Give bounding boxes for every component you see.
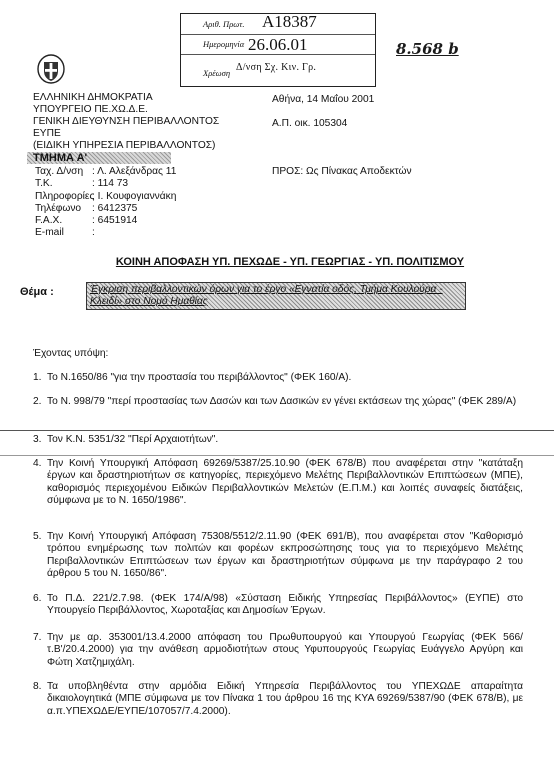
considering-heading: Έχοντας υπόψη: (33, 348, 109, 359)
scan-artifact-line (0, 430, 554, 431)
header-line: (ΕΙΔΙΚΗ ΥΠΗΡΕΣΙΑ ΠΕΡΙΒΑΛΛΟΝΤΟΣ) (33, 140, 216, 151)
list-item-number: 6. (33, 593, 42, 604)
handwritten-corner-note: 8.568 b (396, 40, 459, 58)
list-item-number: 4. (33, 458, 42, 469)
list-item-text: Το Ν. 998/79 "περί προστασίας των Δασών και των Δασικών εν γένει εκτάσεων της χώρας" (ΦΕΚ 289/Α) (47, 396, 517, 407)
list-item-number: 2. (33, 396, 42, 407)
subject-text: Έγκριση περιβαλλοντικών όρων για το έργο «Εγνατία οδός, Τμήμα Κουλούρα - Κλειδί» στο Νομό Ημαθίας (90, 284, 443, 307)
stamp-label-assignment: Χρέωση (203, 68, 231, 78)
department-label: ΤΜΗΜΑ Α' (27, 152, 171, 164)
contact-key: Τ.Κ. (35, 178, 53, 190)
list-item-text: Την με αρ. 353001/13.4.2000 απόφαση του Πρωθυπουργού και Υπουργού Γεωργίας (ΦΕΚ 566/τ.Β'/20.4.2000) για την ανάθεση αρμοδιοτήτων στους Υφυπουργούς Γεωργίας Ευάγγελο Αργύρη και Φώτη Χατζημιχάλη. (47, 632, 523, 668)
list-item-number: 5. (33, 531, 42, 542)
contact-value: : (92, 227, 95, 239)
header-line: ΓΕΝΙΚΗ ΔΙΕΥΘΥΝΣΗ ΠΕΡΙΒΑΛΛΟΝΤΟΣ (33, 116, 220, 127)
contact-key: Ταχ. Δ/νση (35, 166, 84, 177)
contact-key: E-mail (35, 227, 64, 239)
list-item (33, 396, 523, 408)
contact-key: Πληροφορίες (35, 190, 95, 202)
list-item (33, 372, 523, 384)
stamp-protocol-number: Α18387 (262, 12, 317, 31)
list-item-number: 8. (33, 681, 42, 692)
stamp-date-value: 26.06.01 (248, 35, 308, 54)
greek-emblem-icon (36, 54, 66, 84)
stamp-label-protocol: Αριθ. Πρωτ. (203, 19, 245, 29)
list-item (33, 434, 523, 446)
list-item-text: Το Ν.1650/86 "για την προστασία του περιβάλλοντος" (ΦΕΚ 160/Α). (47, 372, 352, 383)
list-item (33, 632, 523, 669)
scan-artifact-line (0, 455, 554, 456)
header-line: ΕΛΛΗΝΙΚΗ ΔΗΜΟΚΡΑΤΙΑ (33, 92, 153, 103)
list-item-text: Την Κοινή Υπουργική Απόφαση 75308/5512/2.11.90 (ΦΕΚ 691/Β), που αναφέρεται στον "Καθορισμό τρόπου ενημέρωσης των πολιτών και φορέων εκπροσώπησης τους για το περιεχόμενο Μελέτης Περιβαλλοντικών Επιπτώσεων των έργων και δραστηριοτήτων σύμφωνα με την παράγραφο 2 του άρθρου 5 του Ν. 1650/86". (47, 531, 523, 580)
list-item-number: 7. (33, 632, 42, 643)
reference-number: Α.Π. οικ. 105304 (272, 118, 348, 129)
contact-key: Τηλέφωνο (35, 202, 82, 214)
list-item (33, 458, 523, 508)
decision-title: ΚΟΙΝΗ ΑΠΟΦΑΣΗ ΥΠ. ΠΕΧΩΔΕ - ΥΠ. ΓΕΩΡΓΙΑΣ - ΥΠ. ΠΟΛΙΤΙΣΜΟΥ (115, 256, 465, 268)
list-item-text: Την Κοινή Υπουργική Απόφαση 69269/5387/25.10.90 (ΦΕΚ 678/Β) που αναφέρεται στην "κατάταξη έργων και δραστηριοτήτων σε κατηγορίες, περιεχόμενο Μελέτης Περιβαλλοντικών Επιπτώσεων (ΜΠΕ), καθορισμός περιεχομένου Ειδικών Περιβαλλοντικών Μελετών (Ε.Π.Μ.) και λοιπές συναφείς διατάξεις, σύμφωνα με το Ν. 1650/1986". (47, 458, 523, 507)
list-item-text: Το Π.Δ. 221/2.7.98. (ΦΕΚ 174/Α/98) «Σύσταση Ειδικής Υπηρεσίας Περιβάλλοντος» (ΕΥΠΕ) στο Υπουργείο Περιβάλλοντος, Χωροταξίας και Δημοσίων Έργων. (47, 593, 523, 617)
list-item-number: 3. (33, 434, 42, 445)
stamp-label-date: Ημερομηνία (203, 39, 245, 49)
list-item-number: 1. (33, 372, 42, 383)
header-line: ΥΠΟΥΡΓΕΙΟ ΠΕ.ΧΩ.Δ.Ε. (33, 104, 148, 115)
document-date: Αθήνα, 14 Μαΐου 2001 (272, 94, 375, 105)
contact-value: : 6412375 (92, 202, 138, 214)
list-item (33, 593, 523, 618)
list-item (33, 531, 523, 581)
list-item-text: Τον Κ.Ν. 5351/32 "Περί Αρχαιοτήτων". (47, 434, 219, 445)
subject-label: Θέμα : (20, 286, 54, 298)
recipients-line: ΠΡΟΣ: Ως Πίνακας Αποδεκτών (272, 166, 412, 177)
list-item-text: Τα υποβληθέντα στην αρμόδια Ειδική Υπηρεσία Περιβάλλοντος του ΥΠΕΧΩΔΕ απαραίτητα δικαιολογητικά (ΜΠΕ σύμφωνα με τον Πίνακα 1 του άρθρου 16 της ΚΥΑ 69269/5387/90 (ΦΕΚ 678/Β), με α.π.ΥΠΕΧΩΔΕ/ΕΥΠΕ/107057/7.4.2000). (47, 681, 523, 717)
issuer-header (33, 92, 219, 165)
contact-value: : 114 73 (92, 178, 129, 190)
contact-value: : 6451914 (92, 215, 138, 227)
contact-value: : Λ. Αλεξάνδρας 11 (92, 166, 177, 177)
list-item (33, 681, 523, 718)
header-line: ΕΥΠΕ (33, 128, 61, 139)
stamp-assignment-value: Δ/νση Σχ. Κιν. Γρ. (236, 62, 317, 73)
contact-key: F.A.X. (35, 215, 63, 227)
contact-value: : Ι. Κουφογιαννάκη (92, 190, 177, 202)
